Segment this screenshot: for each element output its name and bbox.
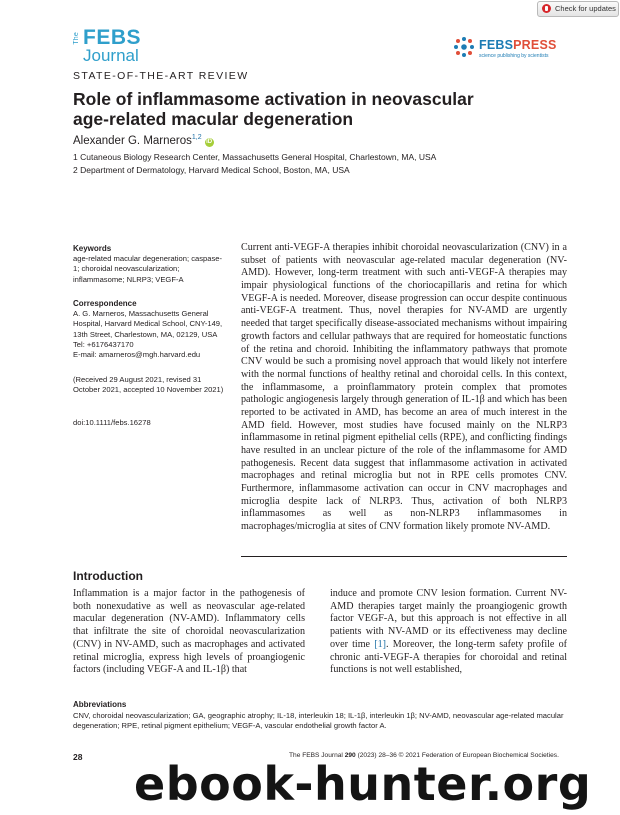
watermark: ebook-hunter.org [134,757,592,811]
footer-citation: The FEBS Journal 290 (2023) 28–36 © 2021 Federation of European Biochemical Societies. [289,752,559,759]
intro-text: induce and promote CNV lesion formation. Current NV-AMD therapies target mainly the proangiogenic growth factor VEGF-A, but this approach is not effective in all patients with NV-AMD or its effectiveness may decline over time [330,588,567,650]
febs-journal-logo [73,28,146,66]
article-title: Role of inflammasome activation in neovascular age-related macular degeneration [73,89,474,129]
logo-febs: FEBS [83,26,142,49]
affiliation-1: 1 Cutaneous Biology Research Center, Massachusetts General Hospital, Charlestown, MA, USA [73,152,437,162]
update-icon [542,4,551,13]
press-title: FEBSPRESS [479,38,557,52]
abbreviations-text: CNV, choroidal neovascularization; GA, geographic atrophy; IL-18, interleukin 18; IL-1β, interleukin 1β; NV-AMD, neovascular age-related macular degeneration; RPE, retinal pigment epithelium; VEGF-A, vascular endothelial growth factor A. [73,711,564,731]
page-number: 28 [73,752,83,762]
check-for-updates-button[interactable] [537,1,619,17]
abbreviations-heading: Abbreviations [73,700,127,709]
correspondence-line: A. G. Marneros, Massachusetts General [73,309,209,319]
author-name: Alexander G. Marneros [73,134,192,147]
intro-text: . Moreover, the long-term safety profile of chronic anti-VEGF-A therapies for choroidal and retinal functions is not well established, [330,638,567,676]
introduction-right-column [330,588,567,677]
correspondence-line: Tel: +6176437170 [73,339,134,349]
keywords-text: age-related macular degeneration; caspase-1; choroidal neovascularization; inflammasome; NLRP3; VEGF-A [73,254,223,284]
affiliation-2: 2 Department of Dermatology, Harvard Medical School, Boston, MA, USA [73,165,350,175]
febs-press-logo [453,36,559,66]
introduction-heading: Introduction [73,569,143,583]
reference-link[interactable]: [1] [374,638,386,650]
correspondence-line: 13th Street, Charlestown, MA, 02129, USA [73,329,218,339]
check-for-updates-label: Check for updates [555,4,616,13]
press-tagline: science publishing by scientists [479,53,549,59]
febs-press-dots-icon [453,36,475,58]
author-affiliation-refs[interactable]: 1,2 [191,134,202,141]
abstract: Current anti-VEGF-A therapies inhibit choroidal neovascularization (CNV) in a subset of patients with neovascular age-related macular degeneration (NV-AMD). However, long-term treatment with such anti-VEGF-A therapies may impair physiological functions of the choriocapillaris and retina for which VEGF-A is needed. Moreover, disease progression can occur despite continuous anti-VEGF-A treatment. Thus, novel therapies for NV-AMD are urgently needed that target specifically disease-associated mechanisms without impairing growth factors and cellular pathways that are required for homeostatic functions of the retina and choroid. Inhibiting the inflammatory pathways that promote CNV would be such a promising novel approach that would likely not interfere with the normal functions of healthy retinal and choroidal cells. In this context, the inflammasome, a proinflammatory protein complex that promotes pathologic angiogenesis largely through generation of IL-1β and which has been reported to be activated in AMD, has become an area of much interest in the AMD field. However, most studies have focused mainly on the NLRP3 inflammasome in retinal pigment epithelial cells (RPE), and conflicting findings have resulted in an unclear picture of the role of the inflammasome for AMD pathogenesis. Recent data suggest that inflammasome activation in activated macrophages and retinal microglia but not in RPE cells promotes CNV. Furthermore, inflammasome activation can occur in CNV macrophages and microglia despite lack of NLRP3. Thus, activation of both NLRP3 inflammasomes as well as non-NLRP3 inflammasomes in macrophages/microglia at sites of CNV formation likely promote NV-AMD. [241,242,567,533]
keywords-block [73,244,228,285]
correspondence-line: Hospital, Harvard Medical School, CNY-149, [73,319,223,329]
logo-the: The [73,32,80,45]
received-dates: (Received 29 August 2021, revised 31 October 2021, accepted 10 November 2021) [73,375,224,395]
doi-link[interactable]: doi:10.1111/febs.16278 [73,418,151,427]
introduction-left-column: Inflammation is a major factor in the pathogenesis of both nonexudative as well as neovascular age-related macular degeneration (NV-AMD). Inflammatory cells that infiltrate the site of choroidal neovascularization (CNV) in NV-AMD, such as macrophages and activated retinal microglia, express high levels of proangiogenic factors (including VEGF-A and IL-1β) that [73,588,305,676]
abstract-divider [241,556,567,557]
correspondence-email[interactable]: E-mail: amarneros@mgh.harvard.edu [73,350,201,360]
logo-journal: Journal [83,46,139,65]
correspondence-block [73,299,228,360]
correspondence-heading: Correspondence [73,299,137,308]
author-line [73,134,214,147]
section-label: STATE-OF-THE-ART REVIEW [73,70,249,82]
orcid-icon[interactable]: iD [206,138,213,145]
keywords-heading: Keywords [73,244,112,253]
